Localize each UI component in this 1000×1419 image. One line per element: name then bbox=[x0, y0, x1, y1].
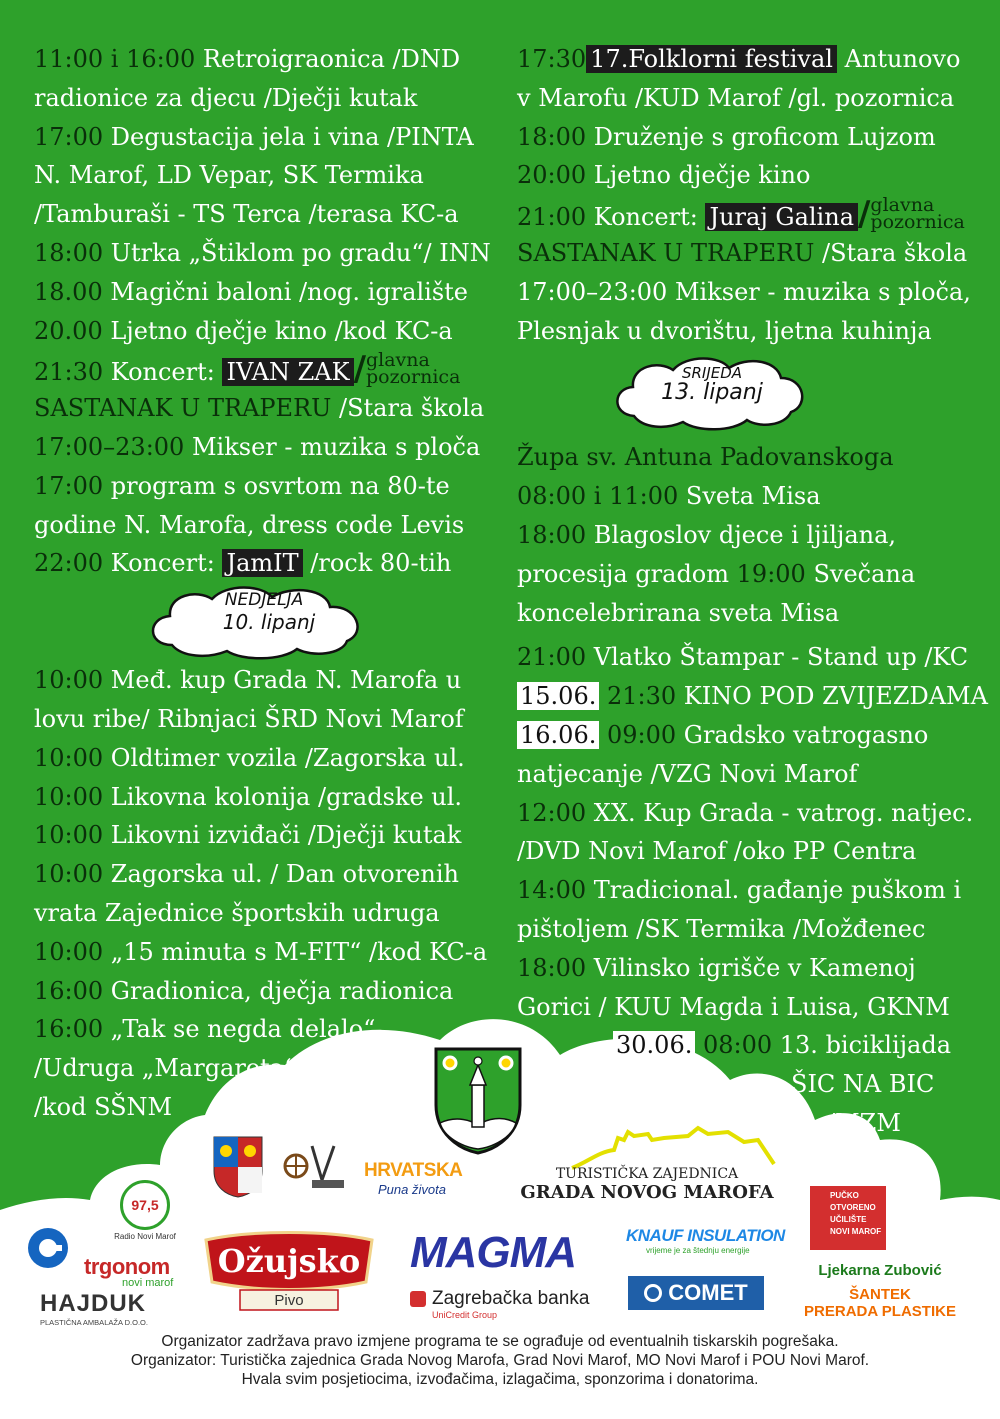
schedule-time: 21:00 bbox=[517, 643, 587, 672]
day-bubble-sunday bbox=[34, 583, 504, 661]
schedule-text: /kod SŠNM bbox=[34, 1092, 173, 1121]
day-date: 10. lipanj bbox=[222, 610, 316, 635]
schedule-text: procesija gradom bbox=[517, 559, 737, 588]
blue-circle-logo bbox=[26, 1226, 70, 1270]
schedule-text: Tradicional. gađanje puškom i bbox=[586, 876, 962, 905]
knauf-insulation-logo bbox=[626, 1226, 785, 1255]
wheel-v-logo bbox=[282, 1140, 352, 1190]
bici-event: 13. biciklijada bbox=[772, 1031, 952, 1060]
schedule-time: 16:00 bbox=[34, 1015, 104, 1044]
schedule-text: Ljetno dječje kino bbox=[586, 161, 811, 190]
schedule-time: Župa sv. Antuna Padovanskoga bbox=[517, 443, 894, 472]
radio-novi-marof-logo bbox=[110, 1180, 180, 1240]
day-name: NEDJELJA bbox=[224, 590, 304, 611]
right-after-line bbox=[517, 910, 987, 949]
pou-line-3: UČILIŠTE bbox=[830, 1215, 867, 1224]
schedule-text: Plesnjak u dvorištu, ljetna kuhinja bbox=[517, 316, 932, 345]
santek-line-2: PRERADA PLASTIKE bbox=[804, 1303, 956, 1320]
schedule-text: XX. Kup Grada - vatrog. natjec. bbox=[586, 798, 974, 827]
schedule-left-column bbox=[34, 40, 504, 1127]
schedule-text: godine N. Marofa, dress code Levis bbox=[34, 510, 465, 539]
right-top-line bbox=[517, 118, 987, 157]
hajduk-sub: PLASTIČNA AMBALAŽA D.O.O. bbox=[40, 1318, 148, 1327]
right-bottom-line bbox=[517, 516, 987, 555]
left-top-line bbox=[34, 40, 504, 79]
bici-line-2: ŠIC NA BIC bbox=[791, 1070, 935, 1099]
right-mid-line bbox=[517, 312, 987, 351]
left-top-line bbox=[34, 156, 504, 195]
day-date: 13. lipanj bbox=[661, 380, 763, 406]
right-mid-line bbox=[517, 234, 987, 273]
tz-castle-outline bbox=[568, 1122, 778, 1172]
schedule-text: Blagoslov djece i ljiljana, bbox=[586, 520, 897, 549]
zaba-name: Zagrebačka banka bbox=[432, 1288, 590, 1309]
trgonom-sub: novi marof bbox=[122, 1277, 174, 1289]
schedule-time: SASTANAK U TRAPERU bbox=[34, 394, 332, 423]
comet-name: COMET bbox=[668, 1280, 748, 1305]
trgonom-logo bbox=[84, 1254, 194, 1289]
ljekarna-name: Ljekarna Zubović bbox=[818, 1262, 942, 1279]
schedule-text: Antunovo bbox=[836, 45, 961, 73]
schedule-time: 17:00 bbox=[34, 122, 104, 151]
schedule-text: Retroigraonica /DND bbox=[195, 45, 461, 73]
schedule-time: 08:00 i 11:00 bbox=[517, 482, 679, 511]
schedule-text: radionice za djecu /Dječji kutak bbox=[34, 83, 418, 112]
schedule-time: 16:00 bbox=[34, 976, 104, 1005]
radio-name: Radio Novi Marof bbox=[114, 1232, 176, 1241]
schedule-text: Likovna kolonija /gradske ul. bbox=[103, 782, 463, 811]
zaba-sub: UniCredit Group bbox=[432, 1310, 498, 1320]
schedule-text: „Tak se negda delalo“ bbox=[103, 1015, 376, 1044]
bici-time: 08:00 bbox=[695, 1031, 773, 1060]
footer-line-2: Organizator: Turistička zajednica Grada Novog Marofa, Grad Novi Marof, MO Novi Marof i POU Novi Marof. bbox=[130, 1352, 870, 1369]
schedule-time: 18:00 bbox=[34, 238, 104, 267]
day-bubble-wednesday bbox=[517, 350, 987, 438]
left-bottom-line bbox=[34, 972, 504, 1011]
knauf-sub: vrijeme je za štednju energije bbox=[646, 1246, 750, 1255]
left-mid-line bbox=[34, 506, 504, 545]
left-top-line bbox=[34, 79, 504, 118]
left-bottom-line bbox=[34, 855, 504, 894]
knauf-name: KNAUF INSULATION bbox=[626, 1226, 785, 1245]
left-bottom-line bbox=[34, 700, 504, 739]
schedule-text: /DVD Novi Marof /oko PP Centra bbox=[517, 837, 917, 866]
comet-logo bbox=[628, 1276, 764, 1310]
bici-line bbox=[517, 1026, 987, 1065]
left-mid-line bbox=[34, 544, 504, 583]
right-after-line bbox=[517, 871, 987, 910]
hajduk-name: HAJDUK bbox=[40, 1290, 147, 1317]
concert-line-ivan-zak: 21:30 Koncert: IVAN ZAK / glavna pozornica bbox=[34, 348, 461, 390]
schedule-time: 17:30 bbox=[517, 45, 587, 73]
schedule-highlight: JamIT bbox=[222, 549, 302, 577]
schedule-time: 10:00 bbox=[34, 782, 104, 811]
concert-line-juraj-galina: 21:00 Koncert: Juraj Galina / glavna pozornica bbox=[517, 193, 965, 235]
left-top-line bbox=[34, 312, 504, 351]
left-bottom-line bbox=[34, 778, 504, 817]
hrvatska-name: HRVATSKA bbox=[364, 1160, 463, 1181]
schedule-time: 17:00–23:00 bbox=[34, 432, 185, 461]
schedule-text: Oldtimer vozila /Zagorska ul. bbox=[103, 743, 465, 772]
schedule-time: 10:00 bbox=[34, 666, 104, 695]
schedule-text: /Udruga „Margareta“ bbox=[34, 1054, 297, 1083]
schedule-text: Gradionica, dječja radionica bbox=[103, 976, 454, 1005]
right-after-line bbox=[517, 949, 987, 988]
left-bottom-line bbox=[34, 739, 504, 778]
schedule-text: /rock 80-tih bbox=[302, 549, 452, 578]
concert-time: 21:00 bbox=[517, 203, 587, 232]
schedule-time: 18:00 bbox=[517, 520, 587, 549]
schedule-text: Koncert: bbox=[103, 549, 223, 578]
schedule-text: /Stara škola bbox=[331, 394, 485, 423]
schedule-text: Degustacija jela i vina /PINTA bbox=[103, 122, 474, 151]
schedule-time: 10:00 bbox=[34, 937, 104, 966]
schedule-text: lovu ribe/ Ribnjaci ŠRD Novi Marof bbox=[34, 704, 464, 733]
right-bottom-line bbox=[517, 438, 987, 477]
right-bottom-line bbox=[517, 555, 987, 594]
schedule-text: Vilinsko igrišče v Kamenoj bbox=[586, 953, 916, 982]
schedule-time: 18.00 bbox=[34, 277, 103, 306]
schedule-text: Sveta Misa bbox=[678, 482, 821, 511]
ozujsko-logo bbox=[200, 1230, 378, 1315]
county-crest-logo bbox=[212, 1135, 264, 1199]
schedule-time: 19:00 bbox=[736, 559, 806, 588]
left-mid-line bbox=[34, 467, 504, 506]
schedule-time: 12:00 bbox=[517, 798, 587, 827]
schedule-highlight: 15.06. bbox=[517, 682, 599, 710]
tz-line-2: GRADA NOVOG MAROFA bbox=[520, 1182, 774, 1203]
concert-label: Koncert: bbox=[586, 203, 706, 232]
schedule-text: natjecanje /VZG Novi Marof bbox=[517, 759, 858, 788]
schedule-time: 20:00 bbox=[517, 161, 587, 190]
schedule-text: Mikser - muzika s ploča bbox=[184, 432, 481, 461]
left-top-line bbox=[34, 118, 504, 157]
schedule-text: Svečana bbox=[805, 559, 916, 588]
footer-line-3: Hvala svim posjetiocima, izvođačima, izlagačima, sponzorima i donatorima. bbox=[241, 1371, 759, 1388]
schedule-text: Međ. kup Grada N. Marofa u bbox=[103, 666, 462, 695]
day-name: SRIJEDA bbox=[681, 364, 743, 383]
hrvatska-logo bbox=[364, 1160, 474, 1197]
schedule-text: Utrka „Štiklom po gradu“/ INN bbox=[103, 238, 491, 267]
schedule-text: Zagorska ul. / Dan otvorenih bbox=[103, 860, 459, 889]
right-mid-line bbox=[517, 273, 987, 312]
right-top-line bbox=[517, 79, 987, 118]
trgonom-name: trgonom bbox=[84, 1254, 170, 1279]
tz-line-1: TURISTIČKA ZAJEDNICA bbox=[555, 1166, 739, 1182]
schedule-time: 09:00 bbox=[599, 720, 677, 749]
schedule-text: Likovni izviđači /Dječji kutak bbox=[103, 821, 462, 850]
schedule-time: 10:00 bbox=[34, 821, 104, 850]
schedule-time: 10:00 bbox=[34, 860, 104, 889]
schedule-time: 10:00 bbox=[34, 743, 104, 772]
schedule-text: program s osvrtom na 80-te bbox=[103, 471, 450, 500]
zagrebacka-banka-logo bbox=[410, 1288, 620, 1320]
schedule-text: v Marofu /KUD Marof /gl. pozornica bbox=[517, 83, 955, 112]
stage-word-2: pozornica bbox=[870, 210, 965, 233]
hajduk-logo bbox=[40, 1290, 190, 1327]
right-after-line bbox=[517, 755, 987, 794]
footer-notes bbox=[0, 1332, 1000, 1389]
magma-name: MAGMA bbox=[410, 1228, 577, 1277]
schedule-text: Gradsko vatrogasno bbox=[676, 720, 929, 749]
schedule-text: Magični baloni /nog. igralište bbox=[102, 277, 468, 306]
ozujsko-sub: Pivo bbox=[274, 1292, 304, 1309]
schedule-text: 17:00–23:00 Mikser - muzika s ploča, bbox=[517, 277, 971, 306]
ljekarna-zubovic bbox=[790, 1262, 970, 1279]
schedule-text: pištoljem /SK Termika /Možđenec bbox=[517, 914, 926, 943]
schedule-time: 11:00 i 16:00 bbox=[34, 45, 196, 73]
schedule-time: 20.00 bbox=[34, 316, 103, 345]
pou-line-1: PUČKO bbox=[830, 1191, 859, 1200]
left-mid-line bbox=[34, 389, 504, 428]
stage-word-1: glavna bbox=[365, 348, 430, 371]
schedule-text: Vlatko Štampar - Stand up /KC bbox=[586, 643, 969, 672]
schedule-time: 14:00 bbox=[517, 876, 587, 905]
bici-line-3: /MZM bbox=[827, 1108, 901, 1137]
schedule-text: /Stara škola bbox=[814, 238, 968, 267]
schedule-time: 18:00 bbox=[517, 953, 587, 982]
right-after-line bbox=[517, 677, 987, 716]
schedule-text: „15 minuta s M-FIT“ /kod KC-a bbox=[103, 937, 488, 966]
footer-line-1: Organizator zadržava pravo izmjene programa te se ograđuje od eventualnih tiskarskih pogrešaka. bbox=[161, 1333, 839, 1350]
schedule-text: KINO POD ZVIJEZDAMA bbox=[676, 682, 988, 711]
concert-time: 21:30 bbox=[34, 358, 104, 387]
schedule-time: 18:00 bbox=[517, 122, 587, 151]
right-top-line bbox=[517, 40, 987, 79]
concert-label: Koncert: bbox=[103, 358, 223, 387]
schedule-text: koncelebrirana sveta Misa bbox=[517, 598, 840, 627]
schedule-time: 17:00 bbox=[34, 471, 104, 500]
schedule-time: 21:30 bbox=[599, 682, 677, 711]
left-bottom-line bbox=[34, 816, 504, 855]
left-bottom-line bbox=[34, 933, 504, 972]
schedule-highlight: 16.06. bbox=[517, 721, 599, 749]
turisticka-zajednica-logo bbox=[512, 1166, 782, 1203]
left-top-line bbox=[34, 234, 504, 273]
right-after-line bbox=[517, 832, 987, 871]
schedule-time: SASTANAK U TRAPERU bbox=[517, 238, 815, 267]
schedule-text: vrata Zajednice športskih udruga bbox=[34, 898, 440, 927]
left-top-line bbox=[34, 273, 504, 312]
stage-word-2: pozornica bbox=[365, 365, 461, 388]
coat-of-arms-novi-marof bbox=[432, 1045, 524, 1155]
schedule-time: 22:00 bbox=[34, 549, 104, 578]
right-bottom-line bbox=[517, 477, 987, 516]
concert-act: Juraj Galina bbox=[705, 203, 858, 231]
stage-word-1: glavna bbox=[870, 193, 935, 216]
right-after-line bbox=[517, 988, 987, 1027]
right-after-line bbox=[517, 794, 987, 833]
santek-logo bbox=[790, 1286, 970, 1320]
right-after-line bbox=[517, 638, 987, 677]
right-bottom-line bbox=[517, 594, 987, 633]
radio-frequency: 97,5 bbox=[131, 1197, 159, 1213]
schedule-text: N. Marof, LD Vepar, SK Termika bbox=[34, 161, 424, 190]
schedule-text: /Tamburaši - TS Terca /terasa KC-a bbox=[34, 200, 459, 229]
schedule-highlight: 17.Folklorni festival bbox=[586, 45, 837, 73]
bici-date: 30.06. bbox=[613, 1031, 695, 1059]
left-bottom-line bbox=[34, 1010, 504, 1049]
left-top-line bbox=[34, 195, 504, 234]
pou-line-4: NOVI MAROF bbox=[830, 1227, 882, 1236]
left-bottom-line bbox=[34, 661, 504, 700]
pou-line-2: OTVORENO bbox=[830, 1203, 876, 1212]
pou-novi-marof-logo bbox=[810, 1186, 886, 1250]
hrvatska-slogan: Puna života bbox=[378, 1182, 446, 1197]
schedule-text: Gorici / KUU Magda i Luisa, GKNM bbox=[517, 992, 950, 1021]
schedule-text: Druženje s groficom Lujzom bbox=[586, 122, 936, 151]
left-bottom-line bbox=[34, 894, 504, 933]
santek-line-1: ŠANTEK bbox=[849, 1286, 911, 1303]
concert-act: IVAN ZAK bbox=[222, 358, 353, 386]
right-after-line bbox=[517, 716, 987, 755]
right-top-line bbox=[517, 156, 987, 195]
schedule-text: Ljetno dječje kino /kod KC-a bbox=[102, 316, 453, 345]
left-mid-line bbox=[34, 428, 504, 467]
schedule-right-column bbox=[517, 40, 987, 1143]
magma-logo bbox=[410, 1228, 610, 1278]
ozujsko-name: Ožujsko bbox=[217, 1242, 361, 1280]
